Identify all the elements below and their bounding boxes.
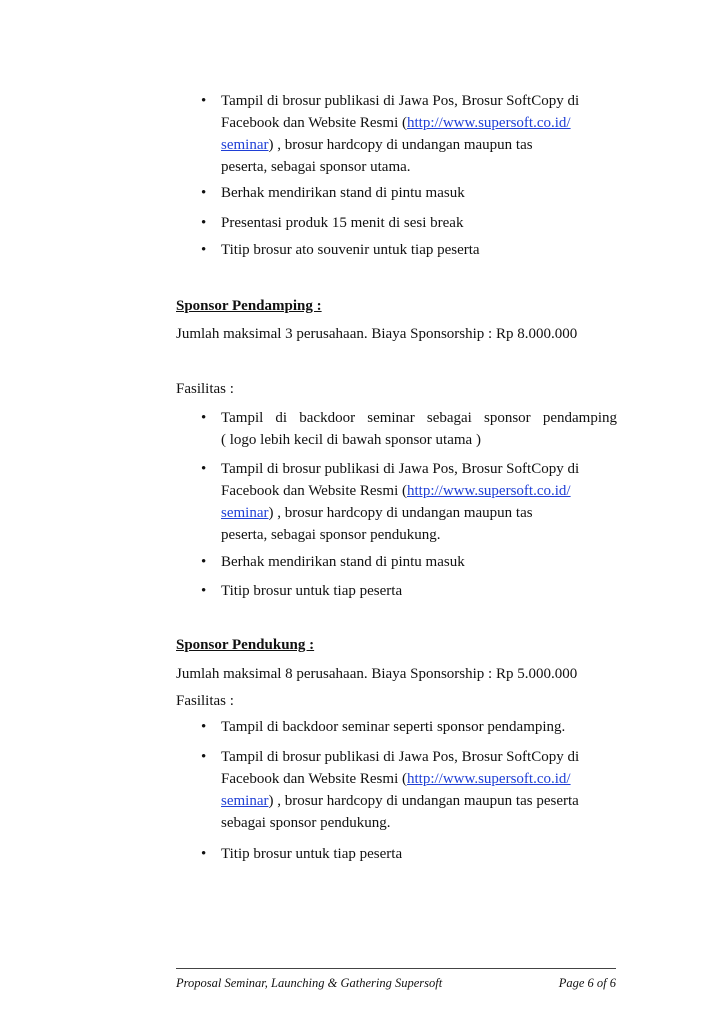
website-link[interactable]: http://www.supersoft.co.id/ bbox=[406, 115, 571, 131]
bullet-icon: • bbox=[201, 846, 207, 862]
list-item-text: Titip brosur untuk tiap peserta bbox=[221, 846, 403, 862]
text-fragment: Facebook dan Website Resmi ( bbox=[221, 771, 407, 787]
list-item-text: Tampil di backdoor seminar seperti sponsor pendamping. bbox=[221, 719, 566, 735]
list-item-text: peserta, sebagai sponsor utama. bbox=[221, 159, 411, 175]
list-item-text: ( logo lebih kecil di bawah sponsor utama ) bbox=[221, 432, 481, 448]
bullet-icon: • bbox=[201, 583, 207, 599]
list-item-text: Tampil di brosur publikasi di Jawa Pos, Brosur SoftCopy di bbox=[221, 93, 580, 109]
text-fragment: ) , brosur hardcopy di undangan maupun tas peserta bbox=[268, 793, 579, 809]
list-item-text bbox=[221, 482, 571, 500]
bullet-icon: • bbox=[201, 93, 207, 109]
bullet-icon: • bbox=[201, 215, 207, 231]
bullet-icon: • bbox=[201, 242, 207, 258]
footer-title: Proposal Seminar, Launching & Gathering Supersoft bbox=[176, 976, 443, 990]
list-item-text: Presentasi produk 15 menit di sesi break bbox=[221, 215, 464, 231]
website-link[interactable]: seminar bbox=[221, 793, 269, 809]
list-item-text: Titip brosur ato souvenir untuk tiap peserta bbox=[221, 242, 480, 258]
page-number: Page 6 of 6 bbox=[558, 976, 616, 990]
bullet-icon: • bbox=[201, 185, 207, 201]
list-item-text: Titip brosur untuk tiap peserta bbox=[221, 583, 403, 599]
list-item-text: Berhak mendirikan stand di pintu masuk bbox=[221, 185, 465, 201]
list-item-text bbox=[221, 770, 571, 788]
website-link[interactable]: seminar bbox=[221, 505, 269, 521]
text-fragment: ) , brosur hardcopy di undangan maupun tas bbox=[268, 137, 533, 153]
list-item-text bbox=[221, 792, 579, 810]
bullet-icon: • bbox=[201, 749, 207, 765]
section-heading: Sponsor Pendamping : bbox=[176, 298, 322, 314]
bullet-icon: • bbox=[201, 410, 207, 426]
website-link[interactable]: http://www.supersoft.co.id/ bbox=[406, 771, 571, 787]
list-item-text bbox=[221, 136, 533, 154]
text-fragment: Facebook dan Website Resmi ( bbox=[221, 483, 407, 499]
bullet-icon: • bbox=[201, 554, 207, 570]
text-fragment: ) , brosur hardcopy di undangan maupun tas bbox=[268, 505, 533, 521]
list-item-text bbox=[221, 504, 533, 522]
website-link[interactable]: seminar bbox=[221, 137, 269, 153]
list-item-text: sebagai sponsor pendukung. bbox=[221, 815, 391, 831]
bullet-icon: • bbox=[201, 719, 207, 735]
sponsor-summary: Jumlah maksimal 3 perusahaan. Biaya Sponsorship : Rp 8.000.000 bbox=[176, 326, 578, 342]
website-link[interactable]: http://www.supersoft.co.id/ bbox=[406, 483, 571, 499]
list-item-text: Tampil di brosur publikasi di Jawa Pos, Brosur SoftCopy di bbox=[221, 461, 580, 477]
list-item-text: peserta, sebagai sponsor pendukung. bbox=[221, 527, 441, 543]
list-item-text: Tampil di backdoor seminar sebagai sponsor pendamping bbox=[221, 410, 617, 426]
footer-divider bbox=[176, 968, 616, 969]
list-item-text: Tampil di brosur publikasi di Jawa Pos, Brosur SoftCopy di bbox=[221, 749, 580, 765]
fasilitas-label: Fasilitas : bbox=[176, 693, 234, 709]
text-fragment: Facebook dan Website Resmi ( bbox=[221, 115, 407, 131]
bullet-icon: • bbox=[201, 461, 207, 477]
sponsor-summary: Jumlah maksimal 8 perusahaan. Biaya Sponsorship : Rp 5.000.000 bbox=[176, 666, 578, 682]
list-item-text: Berhak mendirikan stand di pintu masuk bbox=[221, 554, 465, 570]
section-heading: Sponsor Pendukung : bbox=[176, 637, 315, 653]
fasilitas-label: Fasilitas : bbox=[176, 381, 234, 397]
list-item-text bbox=[221, 114, 571, 132]
